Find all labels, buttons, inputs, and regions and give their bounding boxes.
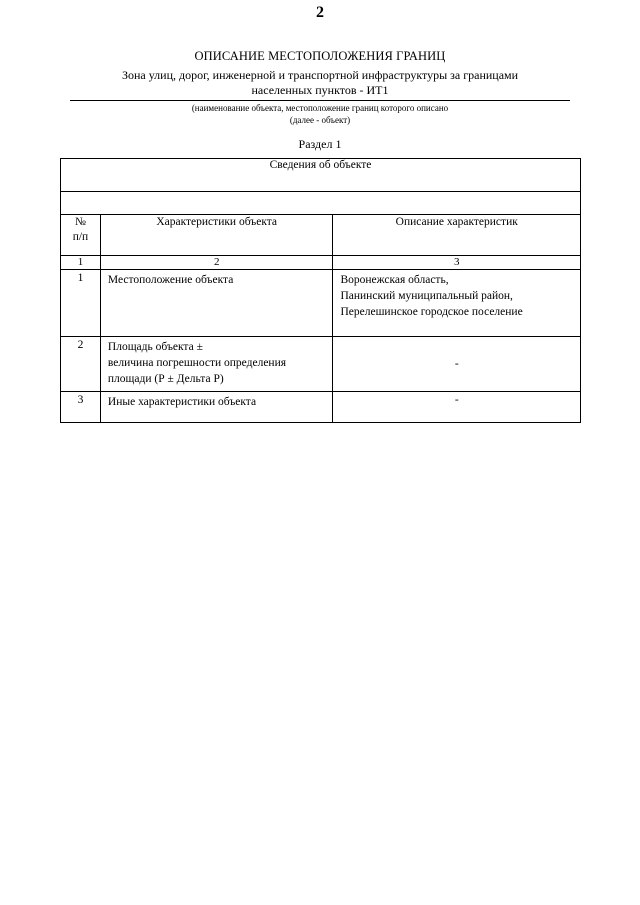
document-title: ОПИСАНИЕ МЕСТОПОЛОЖЕНИЯ ГРАНИЦ [194,49,446,63]
row-description: - [333,392,581,423]
characteristic-line: величина погрешности определения [107,357,287,369]
row-description [333,270,581,337]
object-name-line-1: Зона улиц, дорог, инженерной и транспортной инфраструктуры за границами [121,68,519,82]
row-number: 2 [61,337,101,392]
object-info-table [60,158,581,423]
column-header-row [61,215,581,256]
col-number-1: 1 [61,256,101,270]
section-label: Раздел 1 [298,137,342,151]
column-number-row [61,256,581,270]
object-name [70,68,570,98]
description-line: Перелешинское городское поселение [340,306,523,318]
table-row [61,392,581,423]
underline-rule [70,100,570,101]
col-number-2: 2 [100,256,333,270]
col-header-number [61,215,101,256]
description-line: Панинский муниципальный район, [340,290,513,302]
row-description: - [333,337,581,392]
caption-line-1: (наименование объекта, местоположение границ которого описано [191,103,449,113]
row-characteristic: Иные характеристики объекта [100,392,333,423]
description-line: Воронежская область, [340,274,449,286]
col-header-description: Описание характеристик [333,215,581,256]
col-header-characteristics: Характеристики объекта [100,215,333,256]
table-heading-row [61,159,581,192]
object-name-line-2: населенных пунктов - ИТ1 [251,83,389,97]
col-header-number-abbr: п/п [72,231,89,243]
col-header-number-sign: № [74,216,86,228]
table-row [61,337,581,392]
row-number: 3 [61,392,101,423]
col-number-3: 3 [333,256,581,270]
table-heading: Сведения об объекте [61,159,581,192]
table-row [61,270,581,337]
row-number: 1 [61,270,101,337]
row-characteristic: Местоположение объекта [100,270,333,337]
caption-line-2: (далее - объект) [289,115,351,125]
characteristic-line: площади (Р ± Дельта Р) [107,373,224,385]
blank-row [61,192,581,215]
blank-cell [61,192,581,215]
characteristic-line: Площадь объекта ± [107,341,203,353]
object-name-caption [70,102,570,126]
row-characteristic [100,337,333,392]
page-number: 2 [316,4,324,21]
